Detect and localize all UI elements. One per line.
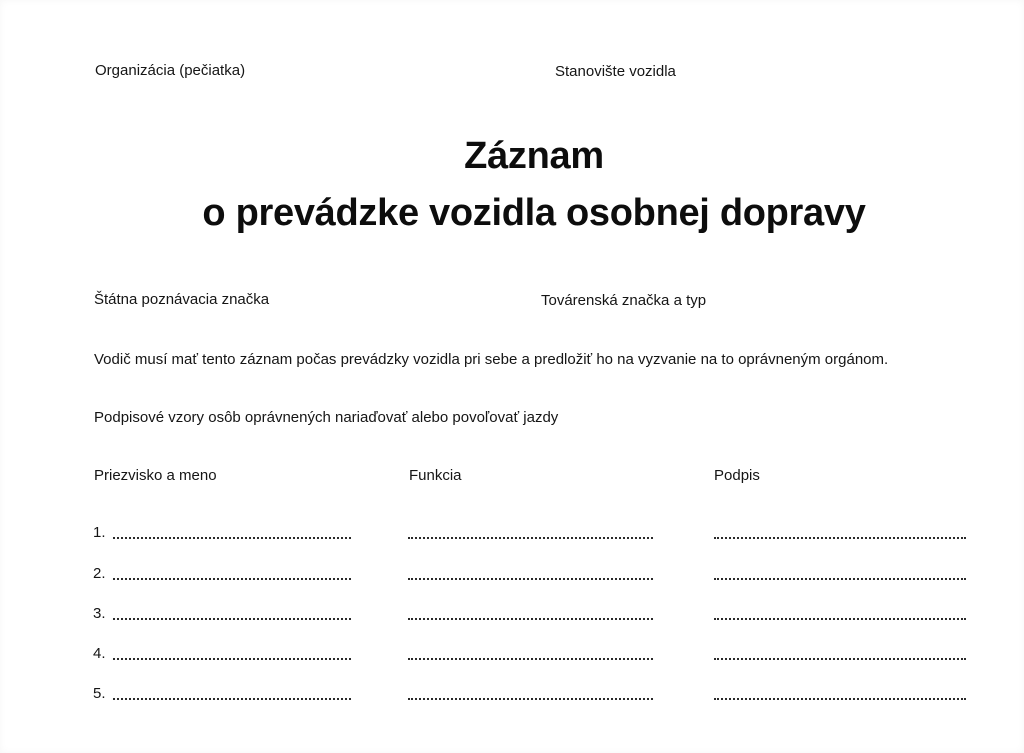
- signature-row: [93, 685, 973, 705]
- function-field[interactable]: [408, 537, 653, 539]
- row-number: 3.: [93, 605, 106, 622]
- organization-label: Organizácia (pečiatka): [95, 62, 246, 79]
- brand-type-label: Továrenská značka a typ: [541, 292, 707, 309]
- form-title-line1: Záznam: [464, 135, 604, 177]
- signature-field[interactable]: [714, 537, 966, 539]
- vehicle-location-label: Stanovište vozidla: [555, 63, 676, 80]
- signatures-heading: Podpisové vzory osôb oprávnených nariaďovať alebo povoľovať jazdy: [94, 409, 559, 426]
- signature-field[interactable]: [714, 698, 966, 700]
- function-field[interactable]: [408, 658, 653, 660]
- name-field[interactable]: [113, 578, 351, 580]
- function-field[interactable]: [408, 578, 653, 580]
- signature-field[interactable]: [714, 578, 966, 580]
- form-title-line2: o prevádzke vozidla osobnej dopravy: [202, 192, 866, 234]
- name-field[interactable]: [113, 658, 351, 660]
- row-number: 2.: [93, 565, 106, 582]
- name-field[interactable]: [113, 698, 351, 700]
- function-field[interactable]: [408, 618, 653, 620]
- driver-notice: Vodič musí mať tento záznam počas prevádzky vozidla pri sebe a predložiť ho na vyzvanie na to oprávneným orgánom.: [94, 351, 889, 368]
- signature-row: [93, 524, 973, 544]
- signature-row: [93, 565, 973, 585]
- column-header-function: Funkcia: [409, 467, 462, 484]
- name-field[interactable]: [113, 537, 351, 539]
- column-header-name: Priezvisko a meno: [94, 467, 217, 484]
- license-plate-label: Štátna poznávacia značka: [94, 291, 270, 308]
- function-field[interactable]: [408, 698, 653, 700]
- row-number: 4.: [93, 645, 106, 662]
- name-field[interactable]: [113, 618, 351, 620]
- row-number: 5.: [93, 685, 106, 702]
- signature-field[interactable]: [714, 658, 966, 660]
- column-header-signature: Podpis: [714, 467, 760, 484]
- signature-field[interactable]: [714, 618, 966, 620]
- signature-row: [93, 605, 973, 625]
- signature-row: [93, 645, 973, 665]
- row-number: 1.: [93, 524, 106, 541]
